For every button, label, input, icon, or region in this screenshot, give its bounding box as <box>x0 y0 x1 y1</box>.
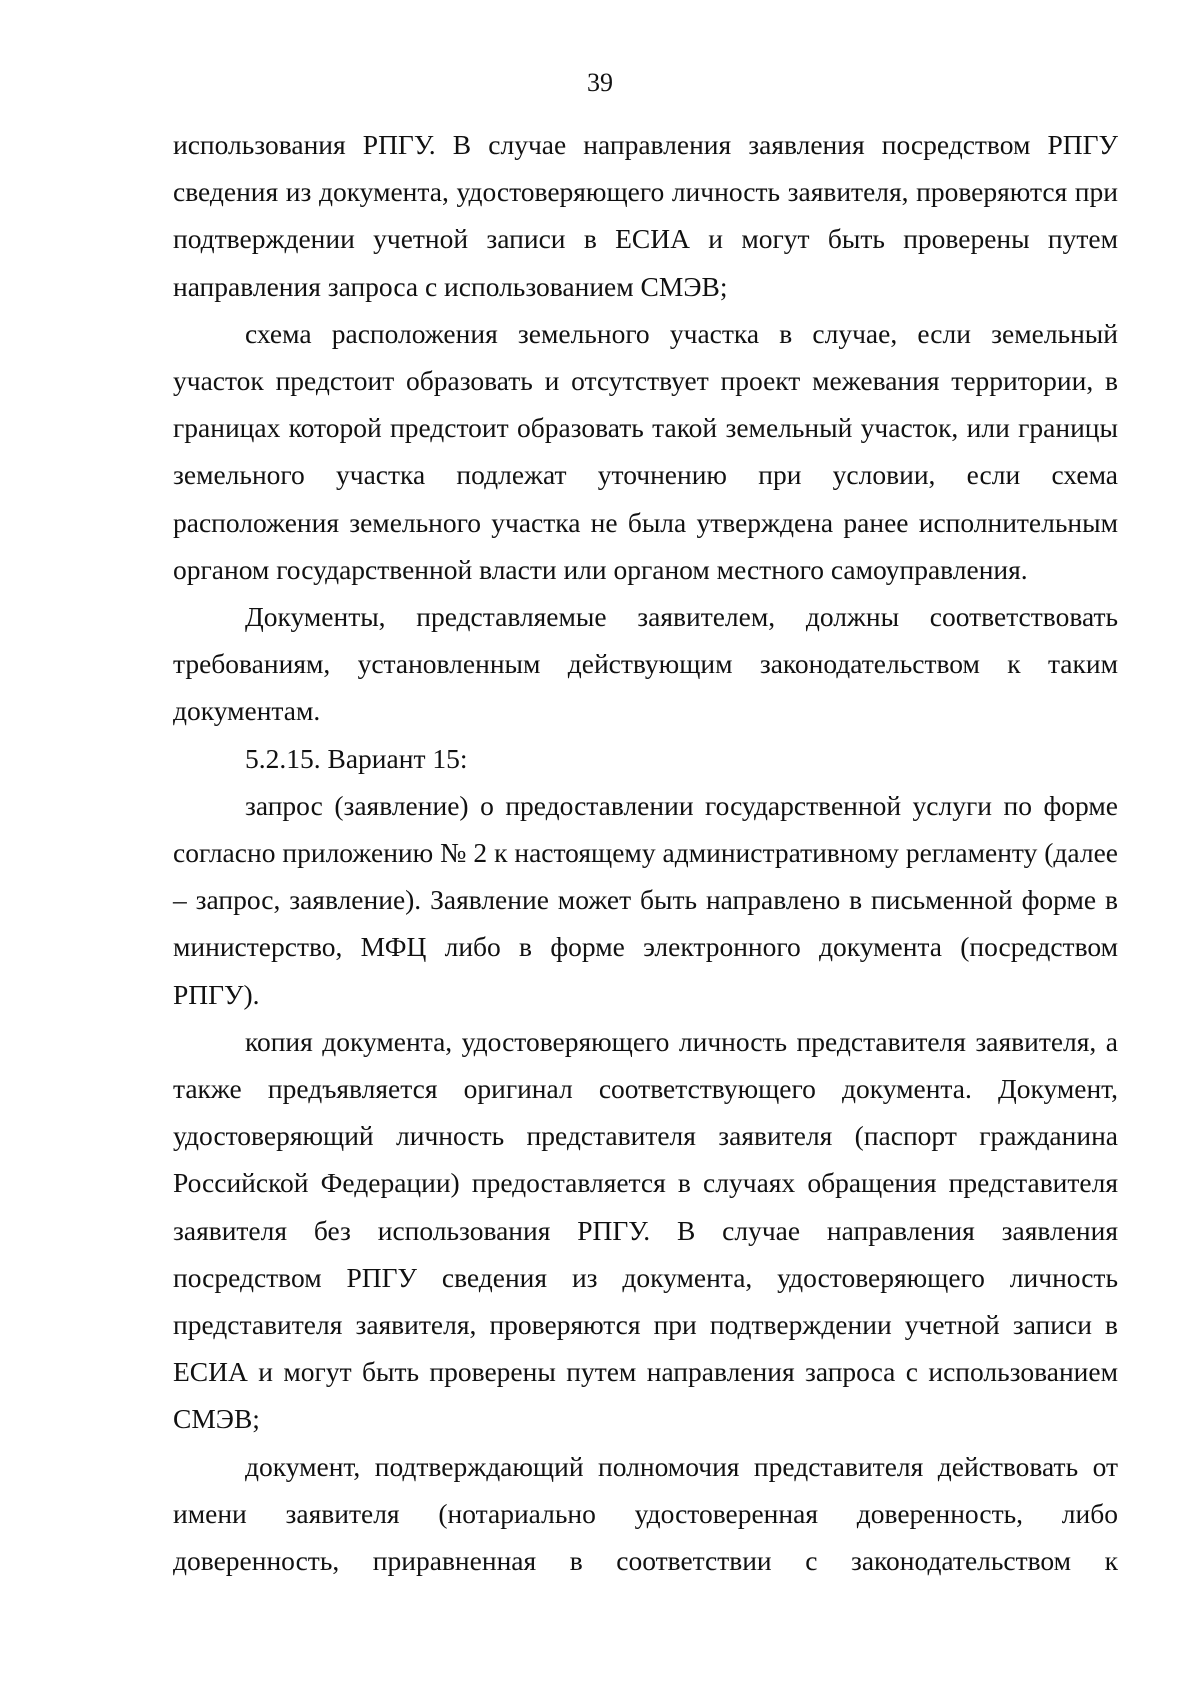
paragraph-request-form: запрос (заявление) о предоставлении государственной услуги по форме согласно приложению № 2 к настоящему административному регламенту (далее – запрос, заявление). Заявление может быть направлено в письменной форме в министерство, МФЦ либо в форме электронного документа (посредством РПГУ). <box>173 789 1118 1010</box>
section-heading-variant-15: 5.2.15. Вариант 15: <box>245 742 468 774</box>
paragraph-power-of-attorney: документ, подтверждающий полномочия представителя действовать от имени заявителя (нотариально удостоверенная доверенность, либо доверенность, приравненная в соответствии с законодательством к <box>173 1450 1118 1577</box>
paragraph-land-plot-scheme: схема расположения земельного участка в случае, если земельный участок предстоит образовать и отсутствует проект межевания территории, в границах которой предстоит образовать такой земельный участок, или границы земельного участка подлежат уточнению при условии, если схема расположения земельного участка не была утверждена ранее исполнительным органом государственной власти или органом местного самоуправления. <box>173 317 1118 585</box>
page-number: 39 <box>587 68 613 97</box>
document-body <box>173 121 1118 1584</box>
paragraph-representative-id-copy: копия документа, удостоверяющего личность представителя заявителя, а также предъявляется оригинал соответствующего документа. Документ, удостоверяющий личность представителя заявителя (паспорт гражданина Российской Федерации) предоставляется в случаях обращения представителя заявителя без использования РПГУ. В случае направления заявления посредством РПГУ сведения из документа, удостоверяющего личность представителя заявителя, проверяются при подтверждении учетной записи в ЕСИА и могут быть проверены путем направления запроса с использованием СМЭВ; <box>173 1025 1118 1435</box>
paragraph-continuation: использования РПГУ. В случае направления заявления посредством РПГУ сведения из документа, удостоверяющего личность заявителя, проверяются при подтверждении учетной записи в ЕСИА и могут быть проверены путем направления запроса с использованием СМЭВ; <box>173 129 1118 302</box>
paragraph-documents-requirements: Документы, представляемые заявителем, должны соответствовать требованиям, установленным действующим законодательством к таким документам. <box>173 601 1118 727</box>
